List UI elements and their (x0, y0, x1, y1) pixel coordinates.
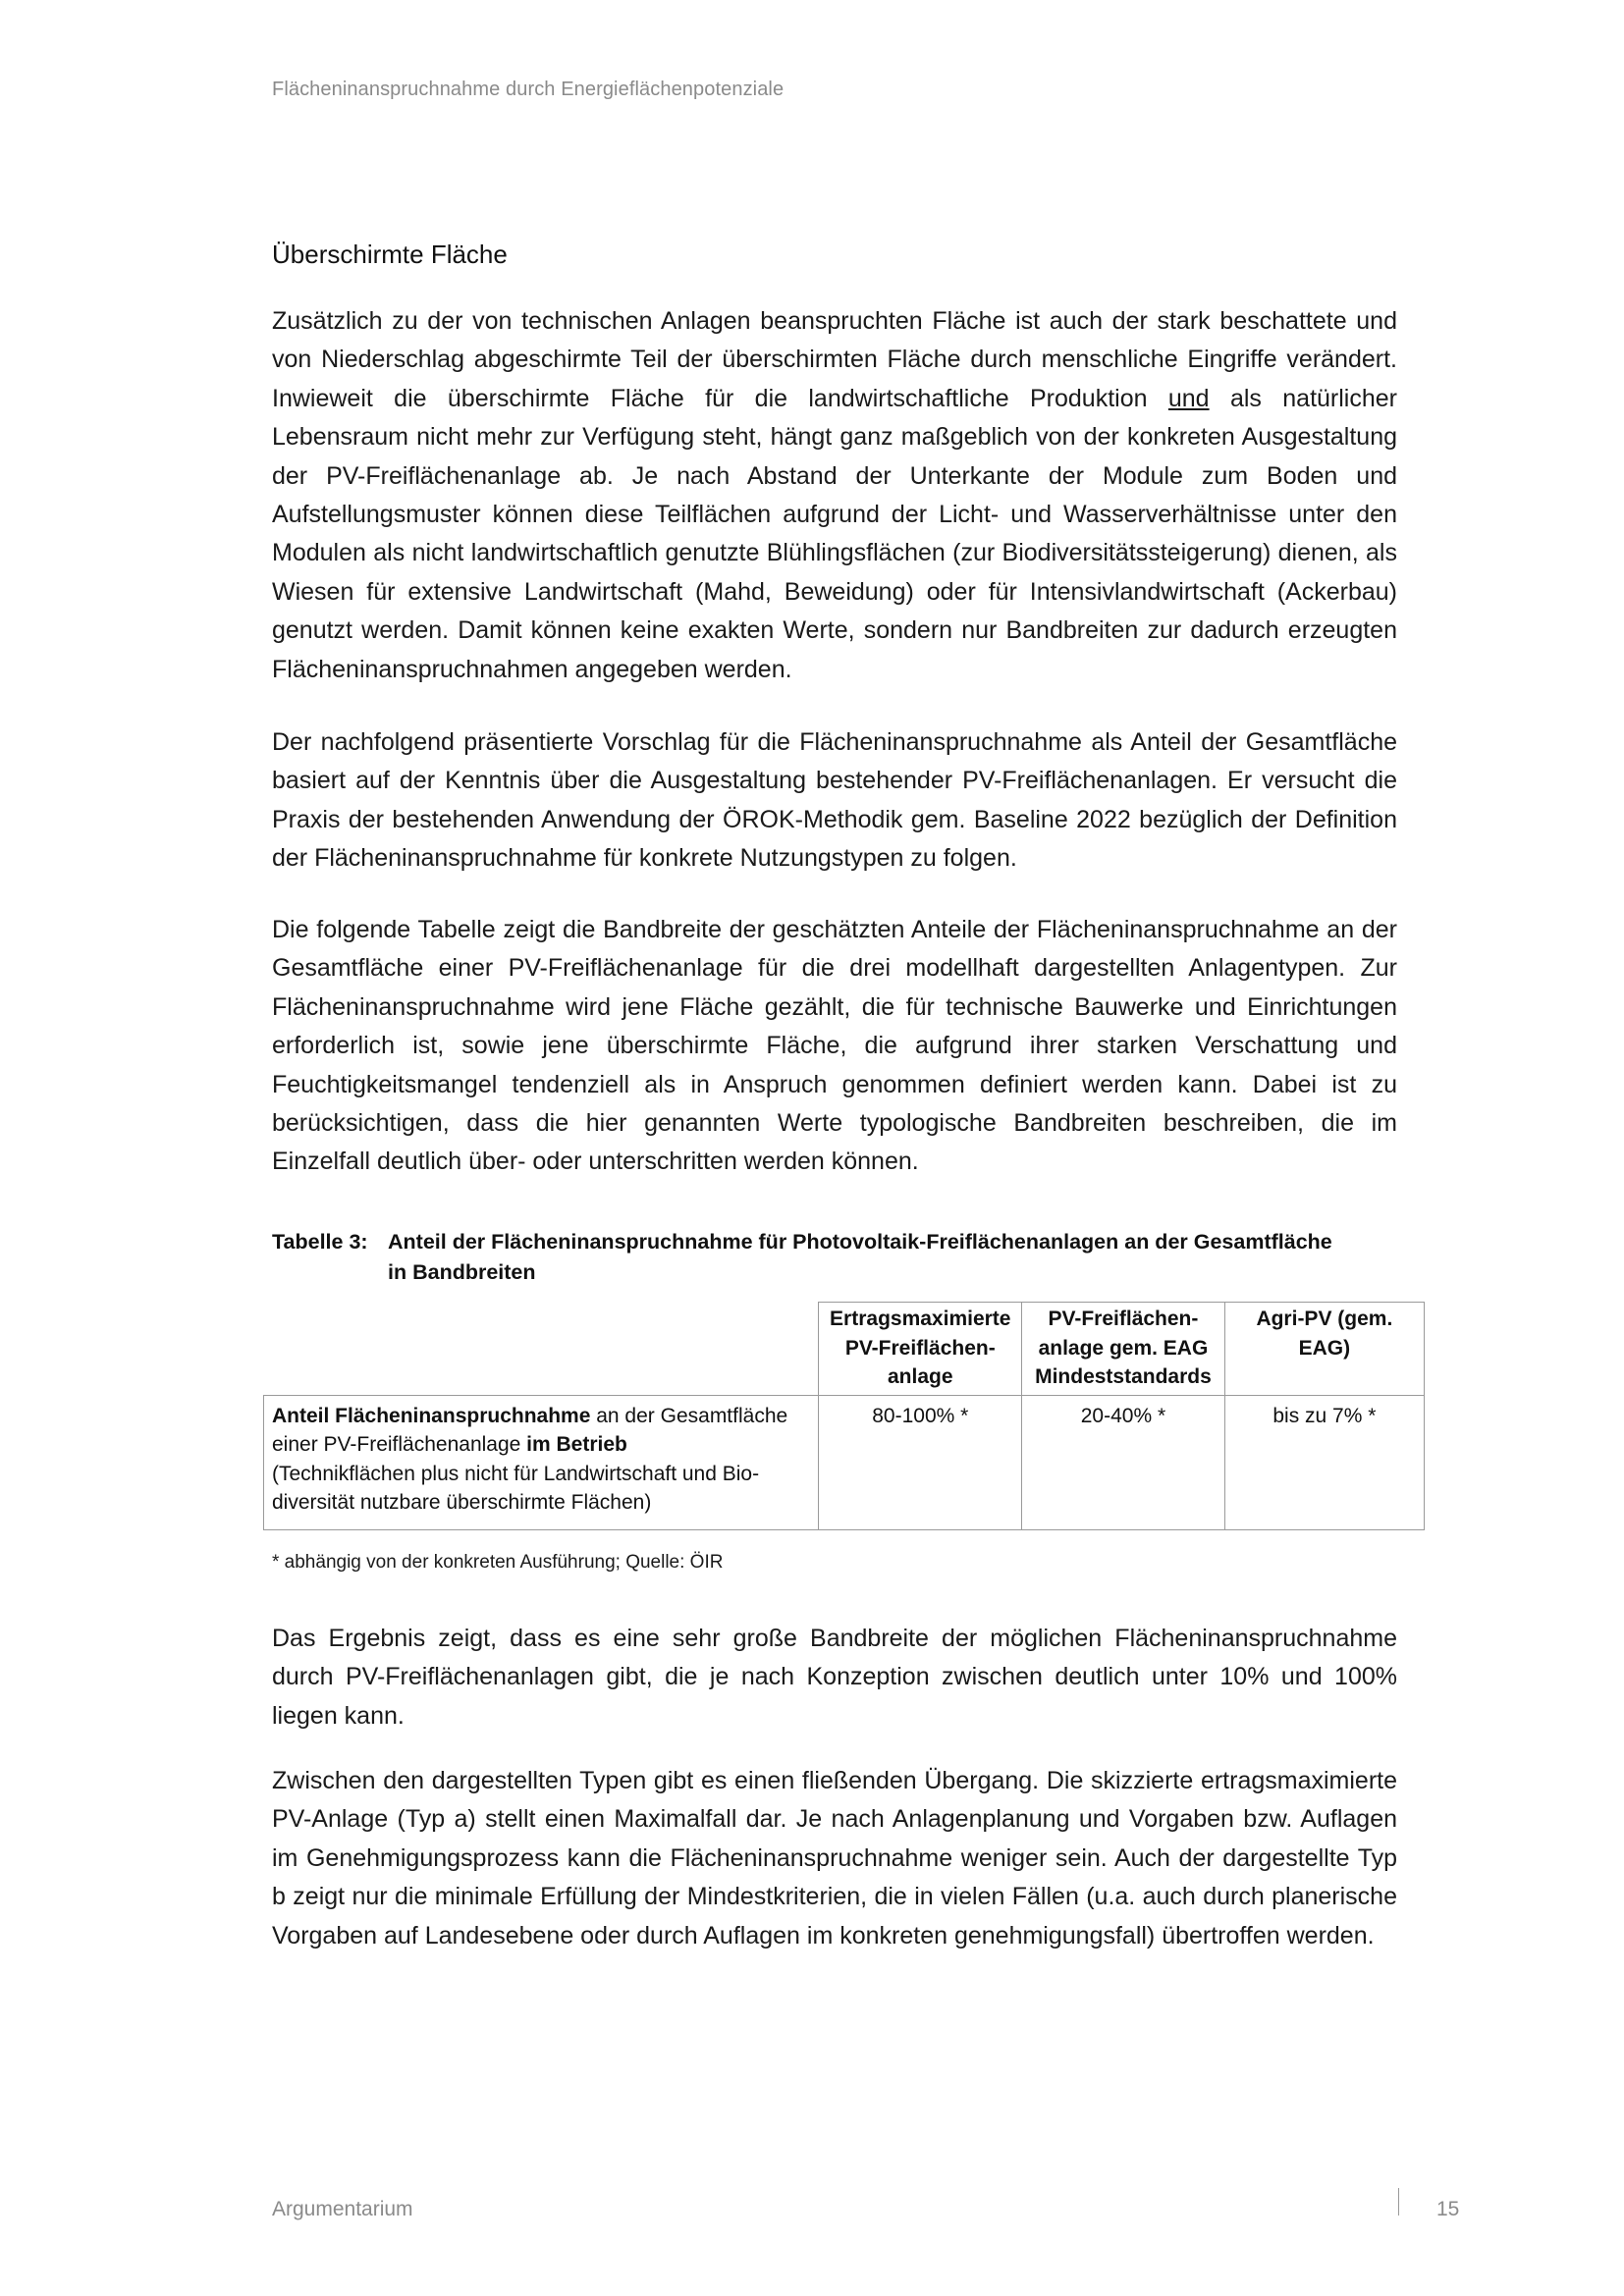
paragraph-3: Die folgende Tabelle zeigt die Bandbreite der geschätzten Anteile der Flächeninanspruchnahme an der Gesamtfläche einer PV-Freiflächenanlage für die drei modellhaft dargestellten Anlagentypen. Zur Flächeninanspruchnahme wird jene Fläche gezählt, die für technische Bauwerke und Einrichtungen erforderlich ist, sowie jene überschirmte Fläche, die aufgrund ihrer starken Verschattung und Feuchtigkeitsmangel tendenziell als in Anspruch genommen definiert werden kann. Dabei ist zu berücksichtigen, dass die hier genannten Werte typologische Bandbreiten beschreiben, die im Einzelfall deutlich über- oder unterschritten werden können. (272, 916, 1397, 1176)
paragraph-1-underlined-word: und (1167, 384, 1210, 412)
section-heading: Überschirmte Fläche (272, 240, 508, 269)
paragraph-2: Der nachfolgend präsentierte Vorschlag für die Flächeninanspruchnahme als Anteil der Gesamtfläche basiert auf der Kenntnis über die Ausgestaltung bestehender PV-Freiflächenanlagen. Er versucht die Praxis der bestehenden Anwendung der ÖROK-Methodik gem. Baseline 2022 bezüglich der Definition der Flächeninanspruchnahme für konkrete Nutzungstypen zu folgen. (272, 728, 1397, 873)
paragraph-1 (272, 302, 1397, 689)
table-header-row (264, 1303, 1425, 1396)
row-label-plain-1: an der Gesamtfläche einer PV-Freiflächenanlage (272, 1404, 788, 1456)
paragraph-1-part-b: als natürlicher Lebensraum nicht mehr zur Verfügung steht, hängt ganz maßgeblich von der konkreten Ausgestaltung der PV-Freiflächenanlage ab. Je nach Abstand der Unterkante der Module zum Boden und Aufstellungsmuster können diese Teilflächen aufgrund der Licht- und Wasserverhältnisse unter den Modulen als nicht landwirtschaftlich genutzte Blühlingsflächen (zur Biodiversitätssteigerung) dienen, als Wiesen für extensive Landwirtschaft (Mahd, Beweidung) oder für Intensivlandwirtschaft (Ackerbau) genutzt werden. Damit können keine exakten Werte, sondern nur Bandbreiten zur dadurch erzeugten Flächeninanspruchnahmen angegeben werden. (272, 384, 1397, 683)
row-label-bold-1: Anteil Flächeninanspruchnahme (272, 1404, 591, 1427)
table-row (264, 1395, 1425, 1529)
running-header: Flächeninanspruchnahme durch Energieflächenpotenziale (272, 79, 785, 100)
page-number: 15 (1436, 2198, 1460, 2220)
footer-divider (1398, 2188, 1399, 2216)
footer-title: Argumentarium (272, 2198, 413, 2220)
row-label-bold-2: im Betrieb (526, 1433, 627, 1456)
data-table (263, 1302, 1425, 1530)
table-header-empty-cell (264, 1303, 819, 1396)
table-caption-label: Tabelle 3: (272, 1230, 368, 1254)
row-label-sub: (Technikflächen plus nicht für Landwirtschaft und Biodiversität nutzbare überschirmte Flächen) (272, 1462, 760, 1514)
table-cell-col-3: bis zu 7% * (1224, 1395, 1424, 1529)
table-cell-col-2: 20-40% * (1022, 1395, 1225, 1529)
table-cell-col-1: 80-100% * (819, 1395, 1022, 1529)
table-header-col-3: Agri-PV (gem. EAG) (1224, 1303, 1424, 1396)
paragraph-1-part-a: Zusätzlich zu der von technischen Anlagen beanspruchten Fläche ist auch der stark beschattete und von Niederschlag abgeschirmte Teil der überschirmten Fläche durch menschliche Eingriffe verändert. Inwieweit die überschirmte Fläche für die landwirtschaftliche Produktion (272, 307, 1397, 412)
paragraph-4: Das Ergebnis zeigt, dass es eine sehr große Bandbreite der möglichen Flächeninanspruchnahme durch PV-Freiflächenanlagen gibt, die je nach Konzeption zwischen deutlich unter 10% und 100% liegen kann. (272, 1625, 1397, 1730)
table-header-col-1: Ertragsmaximierte PV-Freiflächenanlage (819, 1303, 1022, 1396)
table-header-col-2: PV-Freiflächenanlage gem. EAG Mindeststandards (1022, 1303, 1225, 1396)
table-caption-text: Anteil der Flächeninanspruchnahme für Photovoltaik-Freiflächenanlagen an der Gesamtfläche in Bandbreiten (388, 1230, 1332, 1284)
paragraph-5: Zwischen den dargestellten Typen gibt es einen fließenden Übergang. Die skizzierte ertragsmaximierte PV-Anlage (Typ a) stellt einen Maximalfall dar. Je nach Anlagenplanung und Vorgaben bzw. Auflagen im Genehmigungsprozess kann die Flächeninanspruchnahme weniger sein. Auch der dargestellte Typ b zeigt nur die minimale Erfüllung der Mindestkriterien, die in vielen Fällen (u.a. auch durch planerische Vorgaben auf Landesebene oder durch Auflagen im konkreten genehmigungsfall) übertroffen werden. (272, 1767, 1397, 1949)
table-footnote: * abhängig von der konkreten Ausführung; Quelle: ÖIR (272, 1552, 724, 1573)
table-row-label (264, 1395, 819, 1529)
